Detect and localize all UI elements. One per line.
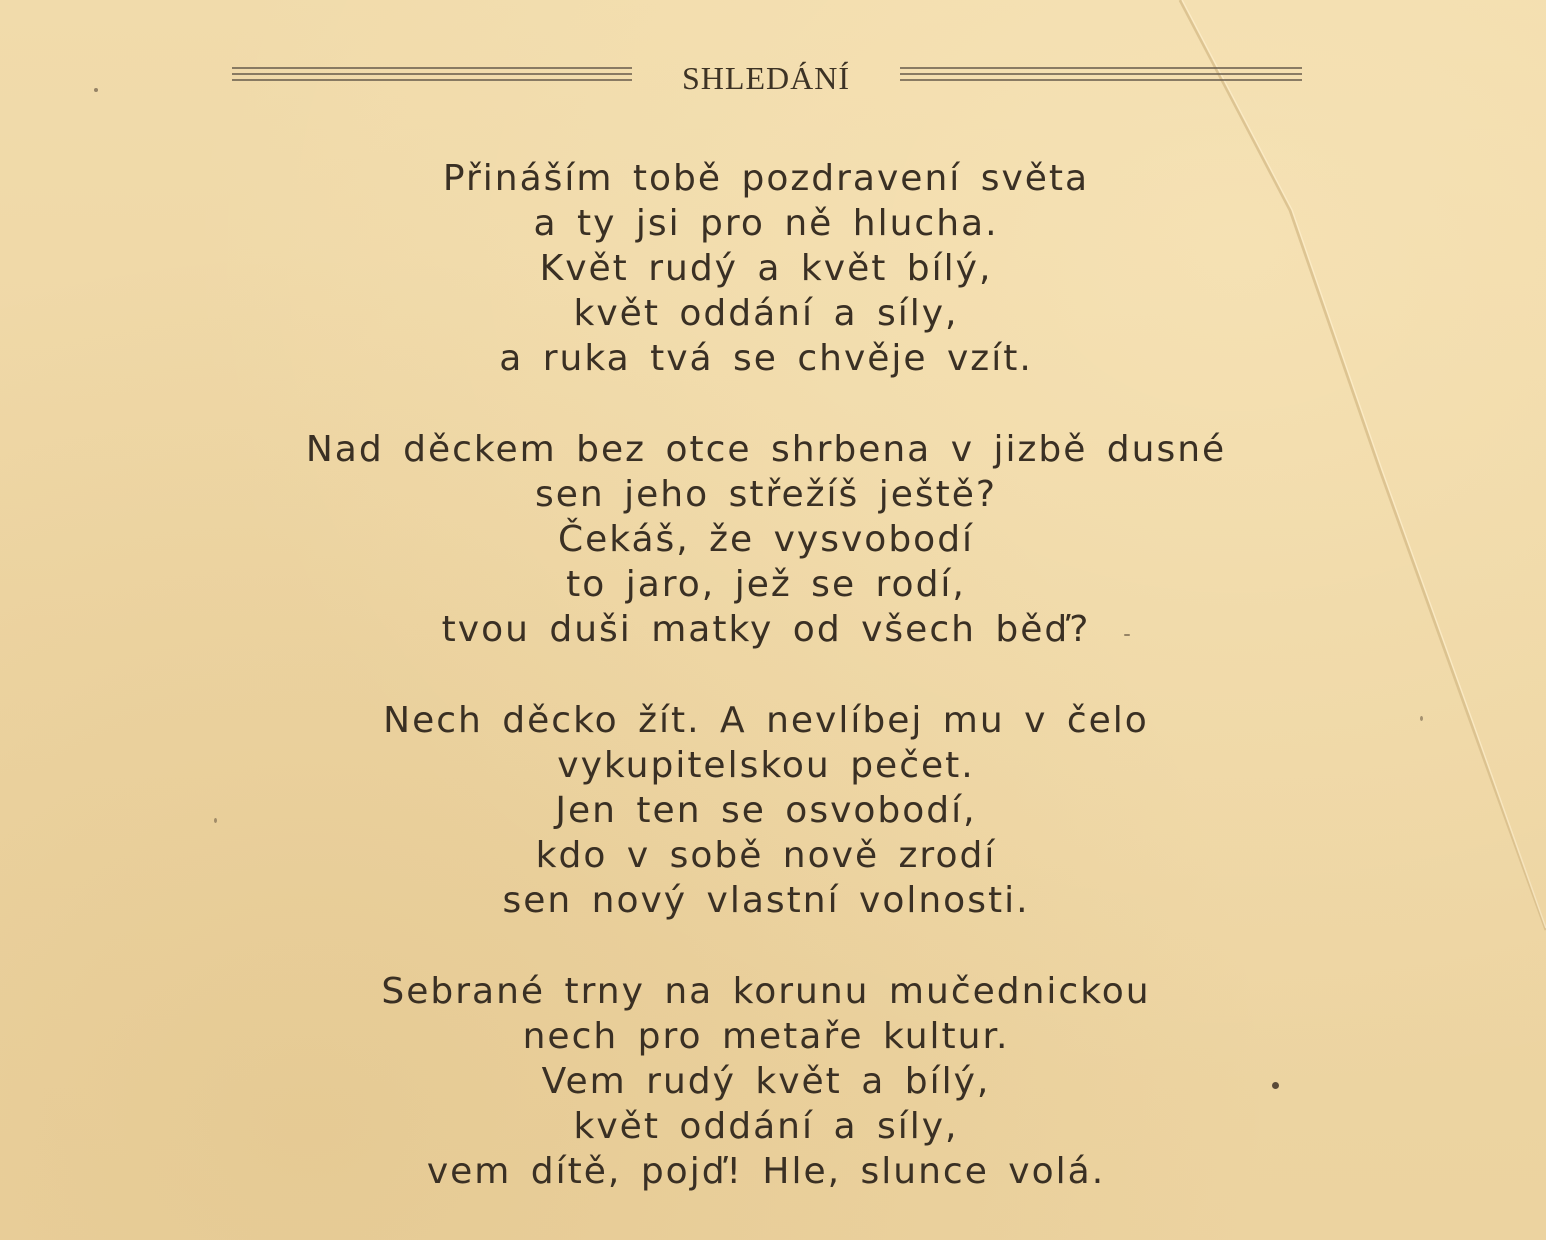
paper-speck bbox=[1124, 634, 1130, 636]
poem-line: sen jeho střežíš ještě? bbox=[534, 474, 997, 515]
poem-line: a ruka tvá se chvěje vzít. bbox=[499, 338, 1033, 379]
poem-line: Nech děcko žít. A nevlíbej mu v čelo bbox=[383, 700, 1149, 741]
header-rule-right bbox=[900, 67, 1302, 87]
stanza-3 bbox=[266, 698, 1266, 923]
poem-line: Nad děckem bez otce shrbena v jizbě dusné bbox=[305, 429, 1227, 470]
poem-header bbox=[232, 58, 1302, 98]
poem-line: květ oddání a síly, bbox=[573, 1106, 959, 1147]
poem-line: vem dítě, pojď! Hle, slunce volá. bbox=[426, 1151, 1106, 1192]
poem-line: kdo v sobě nově zrodí bbox=[535, 835, 997, 876]
paper-speck bbox=[1272, 1082, 1279, 1089]
poem-line: nech pro metaře kultur. bbox=[522, 1016, 1010, 1057]
poem-line: to jaro, jež se rodí, bbox=[566, 564, 966, 605]
poem-line: tvou duši matky od všech běď? bbox=[441, 609, 1091, 650]
poem-line: a ty jsi pro ně hlucha. bbox=[533, 203, 999, 244]
poem-line: Čekáš, že vysvobodí bbox=[557, 519, 975, 560]
stanza-4 bbox=[266, 969, 1266, 1194]
poem-title: SHLEDÁNÍ bbox=[682, 60, 850, 96]
poem-line: Květ rudý a květ bílý, bbox=[539, 248, 993, 289]
paper-speck bbox=[214, 818, 217, 823]
poem-line: Jen ten se osvobodí, bbox=[555, 790, 977, 831]
poem-line: vykupitelskou pečet. bbox=[557, 745, 975, 786]
header-rule-left bbox=[232, 67, 632, 87]
poem-line: sen nový vlastní volnosti. bbox=[502, 880, 1030, 921]
poem-line: Sebrané trny na korunu mučednickou bbox=[381, 971, 1151, 1012]
stanza-2 bbox=[266, 427, 1266, 652]
poem-line: květ oddání a síly, bbox=[573, 293, 959, 334]
poem-line: Přináším tobě pozdravení světa bbox=[442, 158, 1090, 199]
paper-speck bbox=[1420, 716, 1423, 721]
poem-body bbox=[266, 156, 1266, 1240]
poem-line: Vem rudý květ a bílý, bbox=[541, 1061, 991, 1102]
paper-speck bbox=[94, 88, 98, 92]
stanza-1 bbox=[266, 156, 1266, 381]
